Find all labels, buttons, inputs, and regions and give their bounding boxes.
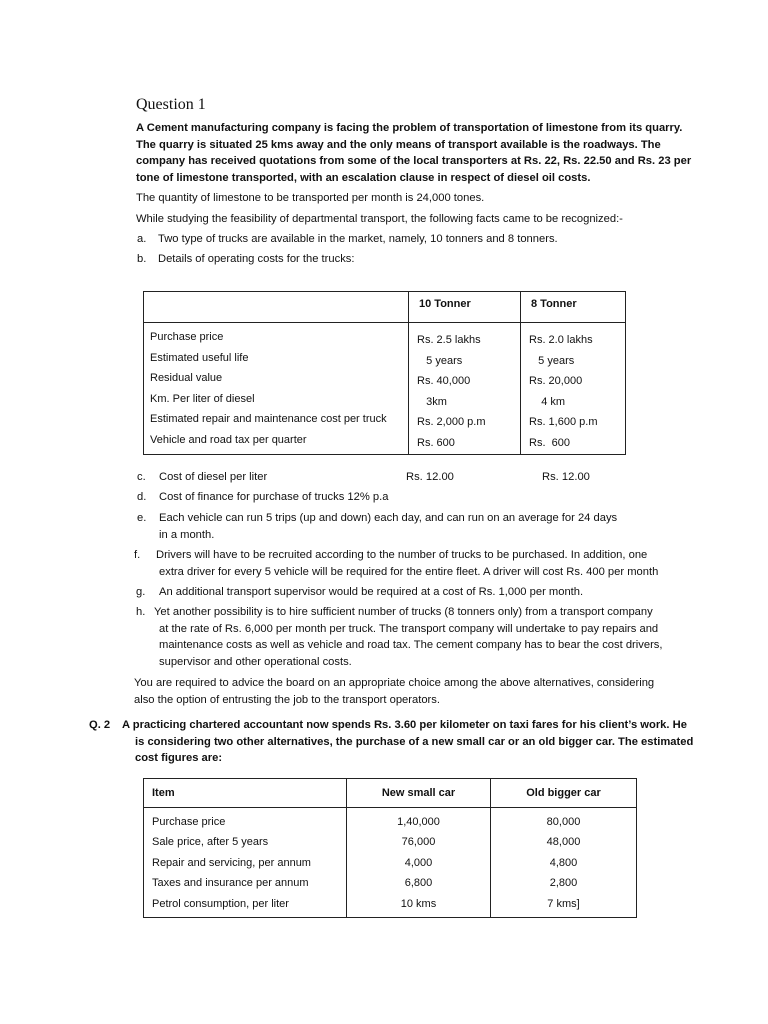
eight-tonner-column xyxy=(521,323,626,455)
header-blank-cell xyxy=(144,292,409,323)
header-8-tonner: 8 Tonner xyxy=(521,292,626,323)
old-bigger-car-value: 2,800 xyxy=(549,877,578,890)
header-new-small-car: New small car xyxy=(347,779,491,808)
item-d-text: Cost of finance for purchase of trucks 12% p.a xyxy=(159,491,389,503)
question-2-line: cost figures are: xyxy=(135,752,223,765)
row-label: Estimated useful life xyxy=(150,351,249,364)
ten-tonner-value: 5 years xyxy=(417,354,463,367)
row-label: Purchase price xyxy=(150,331,224,343)
item-c-text: Cost of diesel per liter xyxy=(159,471,268,483)
item-c-ten-value: Rs. 12.00 xyxy=(406,471,454,483)
item-c-marker: c. xyxy=(137,471,146,483)
advice-paragraph xyxy=(134,675,654,708)
item-g-text: An additional transport supervisor would be required at a cost of Rs. 1,000 per month. xyxy=(159,586,584,598)
advice-line: You are required to advice the board on an appropriate choice among the above alternatives, considering xyxy=(134,677,655,689)
item-a-marker: a. xyxy=(137,233,147,245)
intro-line: A Cement manufacturing company is facing the problem of transportation of limestone from its quarry. xyxy=(136,122,683,134)
intro-line: tone of limestone transported, with an escalation clause in respect of diesel oil costs. xyxy=(136,171,591,184)
item-h-line: at the rate of Rs. 6,000 per month per truck. The transport company will undertake to pay repairs and xyxy=(159,622,659,635)
ten-tonner-value: Rs. 40,000 xyxy=(417,375,471,388)
row-label: Residual value xyxy=(150,372,223,385)
ten-tonner-column xyxy=(409,323,521,455)
eight-tonner-value: Rs. 1,600 p.m xyxy=(529,416,598,429)
ten-tonner-value: Rs. 2,000 p.m xyxy=(417,416,486,429)
old-bigger-car-value: 48,000 xyxy=(546,836,581,849)
question-2-text xyxy=(122,717,693,767)
old-bigger-car-value: 7 kms] xyxy=(547,897,580,910)
item-e-marker: e. xyxy=(137,512,147,524)
intro-line: The quarry is situated 25 kms away and the only means of transport available is the roadways. The xyxy=(136,138,661,151)
item-b-marker: b. xyxy=(137,253,147,265)
new-small-car-value: 76,000 xyxy=(401,836,436,849)
eight-tonner-value: Rs. 2.0 lakhs xyxy=(529,334,593,346)
item-a-text: Two type of trucks are available in the market, namely, 10 tonners and 8 tonners. xyxy=(158,233,558,245)
eight-tonner-value: Rs. 20,000 xyxy=(529,375,583,388)
item-h-line: Yet another possibility is to hire sufficient number of trucks (8 tonners only) from a transport company xyxy=(154,606,653,618)
item-h-marker: h. xyxy=(136,606,146,618)
eight-tonner-value: Rs. 600 xyxy=(529,436,570,449)
header-10-tonner: 10 Tonner xyxy=(409,292,521,323)
item-e-line: Each vehicle can run 5 trips (up and down) each day, and can run on an average for 24 days xyxy=(159,512,618,524)
item-f-text xyxy=(156,547,658,580)
table-header-row xyxy=(144,292,626,323)
item-h-line: maintenance costs as well as vehicle and road tax. The cement company has to bear the cost drivers, xyxy=(159,639,663,652)
eight-tonner-value: 4 km xyxy=(529,395,566,408)
eight-tonner-value: 5 years xyxy=(529,354,575,367)
new-small-car-value: 6,800 xyxy=(404,877,433,890)
table-body-row xyxy=(144,323,626,455)
item-label: Taxes and insurance per annum xyxy=(152,877,309,890)
quantity-line: The quantity of limestone to be transported per month is 24,000 tones. xyxy=(136,192,485,204)
old-bigger-car-value: 80,000 xyxy=(546,816,581,828)
feasibility-line: While studying the feasibility of departmental transport, the following facts came to be recognized:- xyxy=(136,213,623,225)
item-c-eight-value: Rs. 12.00 xyxy=(542,471,590,483)
advice-line: also the option of entrusting the job to the transport operators. xyxy=(134,693,440,706)
item-label: Sale price, after 5 years xyxy=(152,836,269,849)
item-label: Purchase price xyxy=(152,816,226,828)
ten-tonner-value: Rs. 600 xyxy=(417,436,455,449)
item-e-line: in a month. xyxy=(159,528,215,541)
item-label: Petrol consumption, per liter xyxy=(152,897,289,910)
new-small-car-value: 10 kms xyxy=(400,897,437,910)
ten-tonner-value: Rs. 2.5 lakhs xyxy=(417,334,481,346)
ten-tonner-value: 3km xyxy=(417,395,447,408)
truck-cost-table xyxy=(143,291,626,455)
item-f-line: extra driver for every 5 vehicle will be required for the entire fleet. A driver will cost Rs. 400 per month xyxy=(159,565,659,578)
labels-column xyxy=(144,323,409,455)
question-2-marker: Q. 2 xyxy=(89,719,111,731)
row-label: Estimated repair and maintenance cost per truck xyxy=(150,413,387,426)
question-1-heading: Question 1 xyxy=(136,96,206,113)
item-b-text: Details of operating costs for the trucks: xyxy=(158,253,355,265)
item-h-text xyxy=(154,604,663,670)
car-table-body-row xyxy=(144,808,637,918)
item-d-marker: d. xyxy=(137,491,147,503)
row-label: Vehicle and road tax per quarter xyxy=(150,433,307,446)
items-column xyxy=(144,808,347,918)
item-h-line: supervisor and other operational costs. xyxy=(159,655,352,668)
question-2-line: A practicing chartered accountant now spends Rs. 3.60 per kilometer on taxi fares for his client’s work. He xyxy=(122,719,687,731)
header-item: Item xyxy=(144,779,347,808)
item-e-text xyxy=(159,510,617,543)
row-label: Km. Per liter of diesel xyxy=(150,392,255,405)
question-1-intro xyxy=(136,120,691,186)
question-2-line: is considering two other alternatives, the purchase of a new small car or an old bigger car. The estimated xyxy=(135,735,694,748)
item-label: Repair and servicing, per annum xyxy=(152,856,311,869)
old-bigger-car-column xyxy=(491,808,637,918)
car-cost-table xyxy=(143,778,637,918)
intro-line: company has received quotations from some of the local transporters at Rs. 22, Rs. 22.50 and Rs. 23 per xyxy=(136,155,692,168)
new-small-car-value: 4,000 xyxy=(404,856,433,869)
item-f-line: Drivers will have to be recruited according to the number of trucks to be purchased. In addition, one xyxy=(156,549,648,561)
item-g-marker: g. xyxy=(136,586,146,598)
item-f-marker: f. xyxy=(134,549,141,561)
new-small-car-value: 1,40,000 xyxy=(397,816,440,828)
old-bigger-car-value: 4,800 xyxy=(549,856,578,869)
header-old-bigger-car: Old bigger car xyxy=(491,779,637,808)
new-small-car-column xyxy=(347,808,491,918)
car-table-header-row xyxy=(144,779,637,808)
